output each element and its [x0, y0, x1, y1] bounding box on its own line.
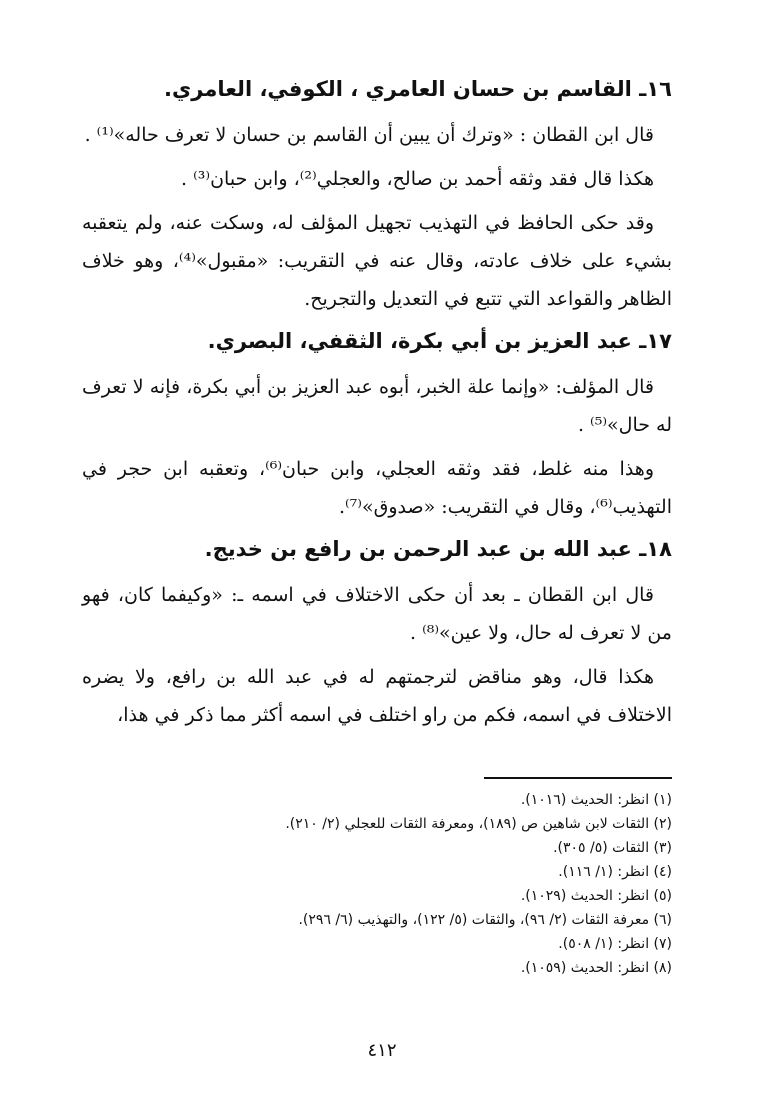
page-number: ٤١٢ — [367, 1040, 397, 1061]
footnote: (١) انظر: الحديث (١٠١٦). — [520, 792, 672, 808]
paragraph: قال ابن القطان : «وترك أن يبين أن القاسم بن حسان لا تعرف حاله»⁽¹⁾ . — [84, 124, 654, 146]
footnote: (٨) انظر: الحديث (١٠٥٩). — [520, 960, 672, 976]
footnote: (٢) الثقات لابن شاهين ص (١٨٩)، ومعرفة الثقات للعجلي (٢/ ٢١٠). — [285, 816, 672, 832]
footnote: (٣) الثقات (٥/ ٣٠٥). — [553, 840, 672, 856]
entry-heading-17: ١٧ـ عبد العزيز بن أبي بكرة، الثقفي، البصري. — [207, 329, 672, 353]
entry-heading-16: ١٦ـ القاسم بن حسان العامري ، الكوفي، العامري. — [164, 77, 672, 101]
paragraph: قال ابن القطان ـ بعد أن حكى الاختلاف في اسمه ـ: «وكيفما كان، فهو من لا تعرف له حال، ولا عين»⁽⁸⁾ . — [82, 584, 672, 644]
paragraph: وقد حكى الحافظ في التهذيب تجهيل المؤلف له، وسكت عنه، ولم يتعقبه بشيء على خلاف عادته، وقال عنه في التقريب: «مقبول»⁽⁴⁾، وهو خلاف الظاهر والقواعد التي تتبع في التعديل والتجريح. — [82, 212, 672, 310]
footnote: (٥) انظر: الحديث (١٠٢٩). — [520, 888, 672, 904]
footnote: (٧) انظر: (١/ ٥٠٨). — [558, 936, 672, 952]
paragraph: هكذا قال فقد وثقه أحمد بن صالح، والعجلي⁽²⁾، وابن حبان⁽³⁾ . — [181, 168, 654, 190]
footnote: (٦) معرفة الثقات (٢/ ٩٦)، والثقات (٥/ ١٢٢)، والتهذيب (٦/ ٢٩٦). — [298, 912, 672, 928]
footnote-divider — [484, 777, 672, 779]
paragraph: قال المؤلف: «وإنما علة الخبر، أبوه عبد العزيز بن أبي بكرة، فإنه لا تعرف له حال»⁽⁵⁾ . — [82, 376, 672, 436]
paragraph: وهذا منه غلط، فقد وثقه العجلي، وابن حبان⁽⁶⁾، وتعقبه ابن حجر في التهذيب⁽⁶⁾، وقال في التقريب: «صدوق»⁽⁷⁾. — [82, 458, 672, 518]
paragraph: هكذا قال، وهو مناقض لترجمتهم له في عبد الله بن رافع، ولا يضره الاختلاف في اسمه، فكم من راو اختلف في اسمه أكثر مما ذكر في هذا، — [82, 666, 672, 726]
footnote: (٤) انظر: (١/ ١١٦). — [558, 864, 672, 880]
footnotes — [82, 788, 672, 980]
main-text — [82, 72, 672, 740]
entry-heading-18: ١٨ـ عبد الله بن عبد الرحمن بن رافع بن خديج. — [204, 537, 672, 561]
